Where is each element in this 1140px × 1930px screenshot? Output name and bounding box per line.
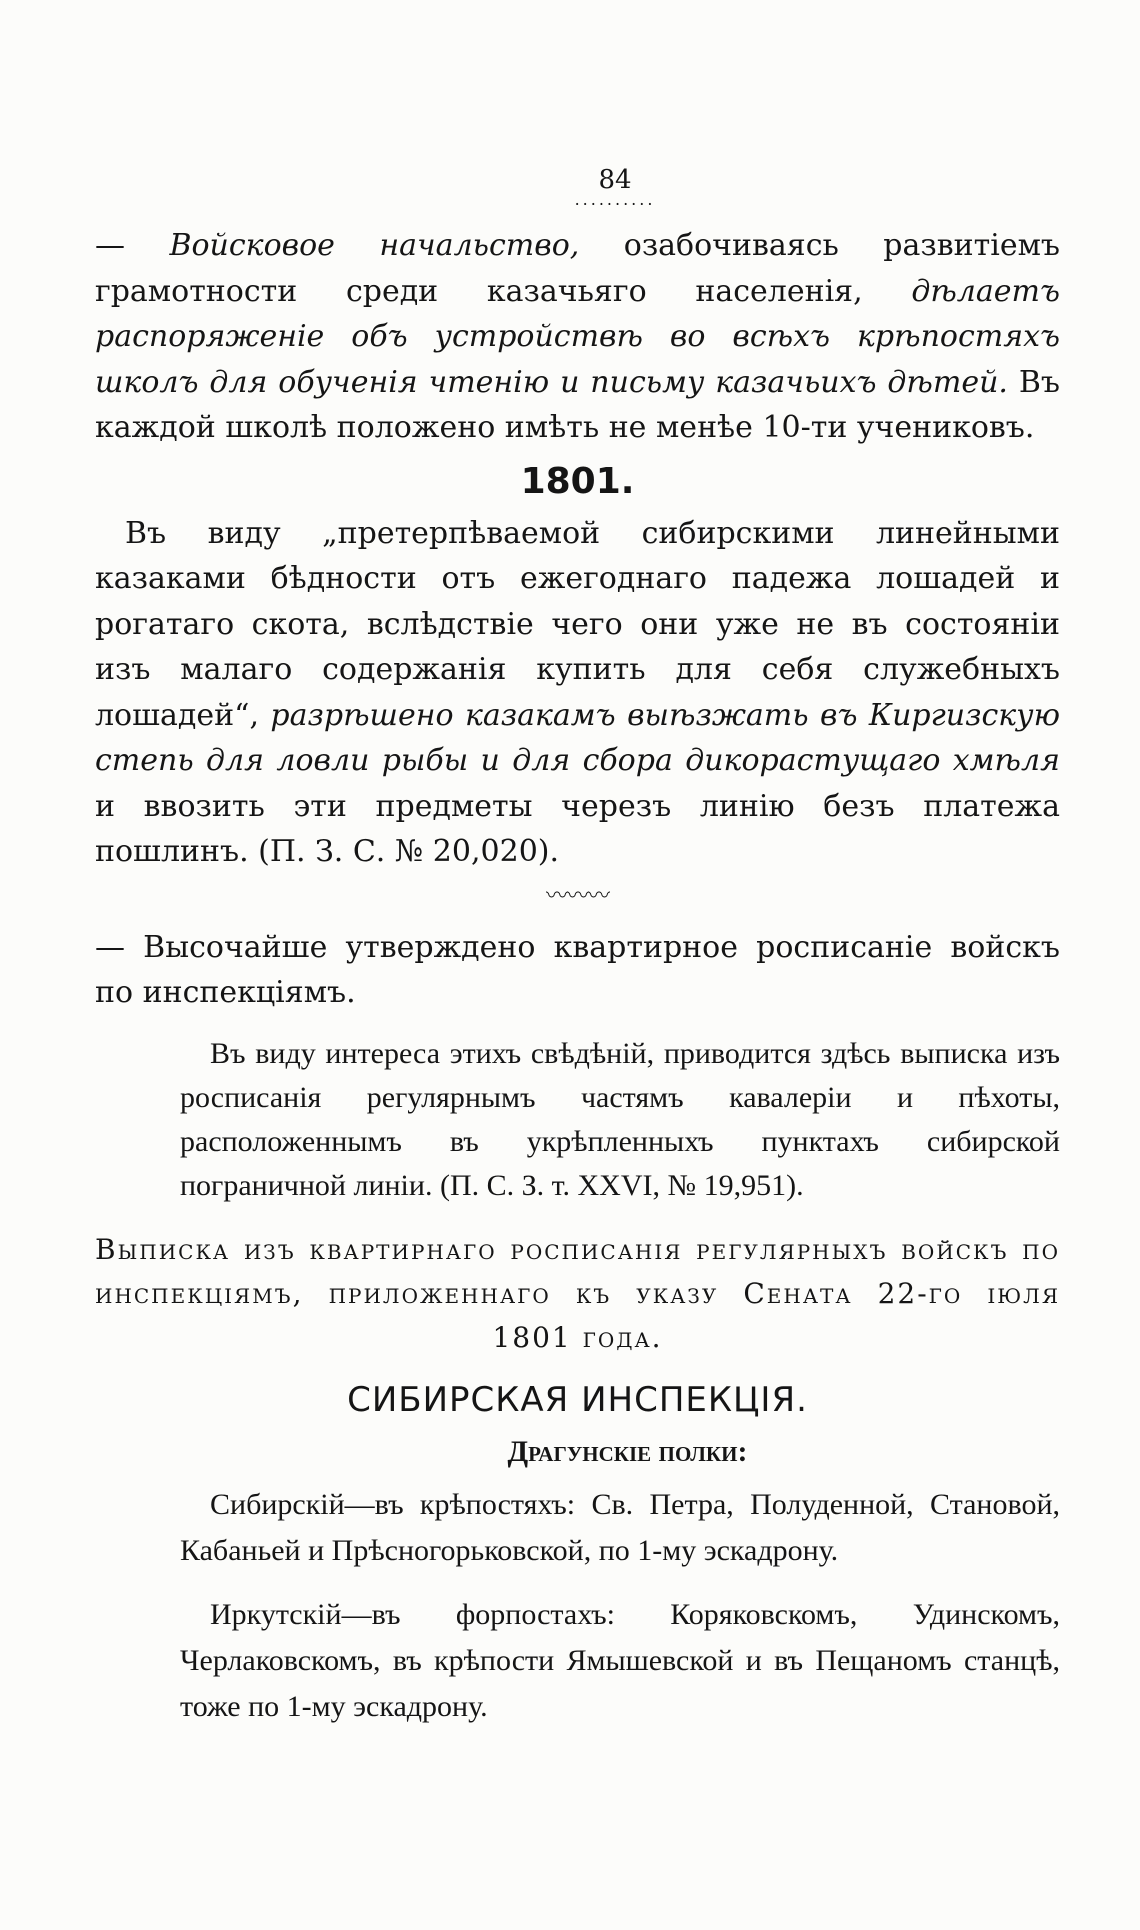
- dragoon-regiments-subheading: Драгунскіе полки:: [507, 1434, 748, 1468]
- para1-italic-1: Войсковое начальство,: [169, 228, 580, 263]
- para1-dash: —: [95, 228, 170, 263]
- section-divider: 〰〰〰: [545, 883, 609, 909]
- para2-text-2: и ввозить эти предметы черезъ линію безъ платежа пошлинъ. (П. З. С. № 20,020).: [95, 788, 1060, 869]
- para1-italic-2: дѣлаетъ распоряженіе объ устройствѣ во всѣхъ крѣпостяхъ школъ для обученія чтенію и письму казачьихъ дѣтей.: [95, 273, 1060, 400]
- inspection-title: СИБИРСКАЯ ИНСПЕКЦІЯ.: [347, 1379, 808, 1420]
- paragraph-quartering-schedule: — Высочайше утверждено квартирное росписаніе войскъ по инспекціямъ.: [95, 929, 1060, 1010]
- unit-entry-irkutsk: Иркутскій—въ форпостахъ: Коряковскомъ, Удинскомъ, Черлаковскомъ, въ крѣпости Ямышевской и въ Пещаномъ станцѣ, тоже по 1-му эскадрону.: [180, 1597, 1060, 1723]
- paragraph-kirghiz-steppe: [95, 511, 1060, 875]
- para2-italic-1: разрѣшено казакамъ выѣзжать въ Киргизскую степь для ловли рыбы и для сбора дикорастущаго хмѣля: [95, 697, 1060, 778]
- year-heading: 1801.: [520, 460, 635, 502]
- editorial-note: Въ виду интереса этихъ свѣдѣній, приводится здѣсь выписка изъ росписанія регулярнымъ частямъ кавалеріи и пѣхоты, расположеннымъ въ укрѣпленныхъ пунктахъ сибирской пограничной линіи. (П. С. З. т. XXVI, № 19,951).: [180, 1036, 1060, 1202]
- unit-entry-siberian: Сибирскій—въ крѣпостяхъ: Св. Петра, Полуденной, Становой, Кабаньей и Прѣсногорьковской, по 1-му эскадрону.: [180, 1487, 1060, 1567]
- extract-heading: Выписка изъ квартирнаго росписанія регулярныхъ войскъ по инспекціямъ, приложеннаго къ указу Сената 22-го іюля 1801 года.: [95, 1232, 1060, 1354]
- document-page: [95, 165, 1060, 1748]
- page-number-underline: ..........: [574, 190, 656, 209]
- page-number: 84: [598, 165, 632, 195]
- para2-text-1: Въ виду „претерпѣваемой сибирскими линейными казаками бѣдности отъ ежегоднаго падежа лошадей и рогатаго скота, вслѣдствіе чего они уже не въ состояніи изъ малаго содержанія купить для себя служебныхъ лошадей“,: [95, 515, 1060, 733]
- para1-text-1: озабочиваясь развитіемъ грамотности среди казачьяго населенія,: [95, 228, 1060, 309]
- paragraph-military-schools: [95, 223, 1060, 451]
- para1-text-2: Въ каждой школѣ положено имѣть не менѣе 10-ти учениковъ.: [95, 364, 1060, 445]
